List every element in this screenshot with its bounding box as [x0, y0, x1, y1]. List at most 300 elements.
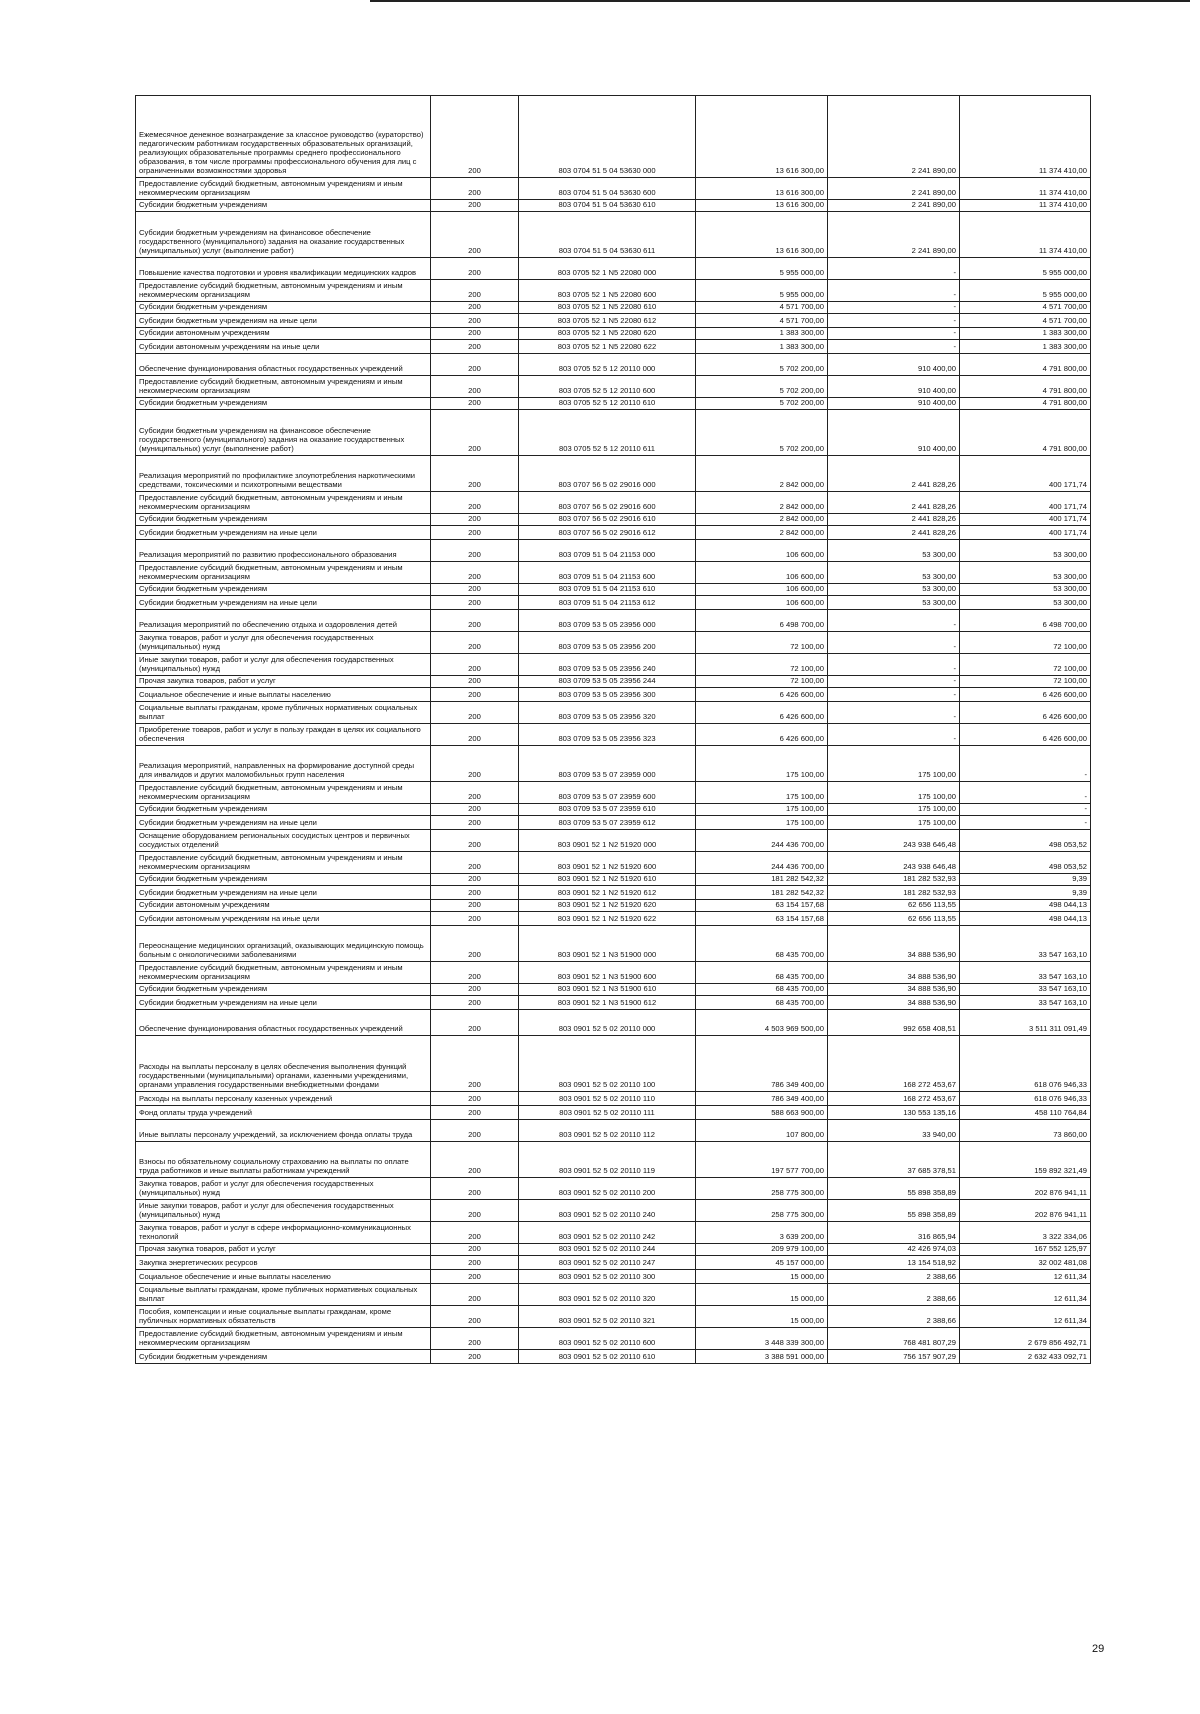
- row-unexecuted-amount: 3 511 311 091,49: [960, 1010, 1091, 1036]
- row-executed-amount: 910 400,00: [828, 398, 960, 410]
- row-admin-code: 200: [431, 804, 519, 816]
- row-approved-amount: 258 775 300,00: [696, 1200, 828, 1222]
- row-admin-code: 200: [431, 200, 519, 212]
- row-unexecuted-amount: 53 300,00: [960, 562, 1091, 584]
- row-admin-code: 200: [431, 1284, 519, 1306]
- row-budget-code: 803 0709 53 5 07 23959 000: [519, 746, 696, 782]
- row-unexecuted-amount: 498 044,13: [960, 900, 1091, 912]
- table-row: [136, 1010, 1091, 1036]
- row-name: Взносы по обязательному социальному страхованию на выплаты по оплате труда работников и иные выплаты работникам учреждений: [136, 1142, 431, 1178]
- table-row: [136, 1306, 1091, 1328]
- row-admin-code: 200: [431, 1328, 519, 1350]
- row-admin-code: 200: [431, 562, 519, 584]
- row-budget-code: 803 0709 53 5 05 23956 240: [519, 654, 696, 676]
- table-row: [136, 654, 1091, 676]
- table-row: [136, 702, 1091, 724]
- table-row: [136, 1036, 1091, 1092]
- row-unexecuted-amount: 458 110 764,84: [960, 1106, 1091, 1120]
- row-admin-code: 200: [431, 96, 519, 178]
- row-name: Субсидии бюджетным учреждениям на иные цели: [136, 816, 431, 830]
- row-budget-code: 803 0901 52 1 N2 51920 622: [519, 912, 696, 926]
- row-budget-code: 803 0707 56 5 02 29016 000: [519, 456, 696, 492]
- row-name: Иные закупки товаров, работ и услуг для обеспечения государственных (муниципальных) нужд: [136, 654, 431, 676]
- row-budget-code: 803 0709 53 5 05 23956 320: [519, 702, 696, 724]
- row-admin-code: 200: [431, 1178, 519, 1200]
- row-admin-code: 200: [431, 540, 519, 562]
- row-budget-code: 803 0707 56 5 02 29016 610: [519, 514, 696, 526]
- row-name: Предоставление субсидий бюджетным, автономным учреждениям и иным некоммерческим организациям: [136, 178, 431, 200]
- row-budget-code: 803 0709 53 5 05 23956 200: [519, 632, 696, 654]
- row-executed-amount: 756 157 907,29: [828, 1350, 960, 1364]
- row-name: Субсидии бюджетным учреждениям: [136, 874, 431, 886]
- row-unexecuted-amount: 33 547 163,10: [960, 996, 1091, 1010]
- row-name: Закупка товаров, работ и услуг для обеспечения государственных (муниципальных) нужд: [136, 1178, 431, 1200]
- row-admin-code: 200: [431, 456, 519, 492]
- row-unexecuted-amount: -: [960, 804, 1091, 816]
- row-executed-amount: 62 656 113,55: [828, 912, 960, 926]
- row-name: Социальные выплаты гражданам, кроме публичных нормативных социальных выплат: [136, 1284, 431, 1306]
- table-row: [136, 984, 1091, 996]
- row-name: Расходы на выплаты персоналу казенных учреждений: [136, 1092, 431, 1106]
- row-budget-code: 803 0709 51 5 04 21153 610: [519, 584, 696, 596]
- row-executed-amount: 2 441 828,26: [828, 526, 960, 540]
- row-unexecuted-amount: 400 171,74: [960, 492, 1091, 514]
- row-unexecuted-amount: 32 002 481,08: [960, 1256, 1091, 1270]
- row-unexecuted-amount: 202 876 941,11: [960, 1178, 1091, 1200]
- row-unexecuted-amount: 498 053,52: [960, 830, 1091, 852]
- row-approved-amount: 13 616 300,00: [696, 200, 828, 212]
- table-row: [136, 1178, 1091, 1200]
- table-row: [136, 200, 1091, 212]
- row-budget-code: 803 0901 52 5 02 20110 100: [519, 1036, 696, 1092]
- row-approved-amount: 1 383 300,00: [696, 328, 828, 340]
- row-approved-amount: 106 600,00: [696, 540, 828, 562]
- table-row: [136, 340, 1091, 354]
- row-unexecuted-amount: 618 076 946,33: [960, 1092, 1091, 1106]
- row-admin-code: 200: [431, 212, 519, 258]
- table-row: [136, 596, 1091, 610]
- row-unexecuted-amount: -: [960, 782, 1091, 804]
- page-number: 29: [1092, 1643, 1105, 1655]
- row-budget-code: 803 0901 52 5 02 20110 321: [519, 1306, 696, 1328]
- row-admin-code: 200: [431, 584, 519, 596]
- row-executed-amount: 34 888 536,90: [828, 962, 960, 984]
- row-name: Приобретение товаров, работ и услуг в пользу граждан в целях их социального обеспечения: [136, 724, 431, 746]
- row-admin-code: 200: [431, 514, 519, 526]
- row-admin-code: 200: [431, 526, 519, 540]
- row-approved-amount: 4 571 700,00: [696, 302, 828, 314]
- row-executed-amount: 55 898 358,89: [828, 1178, 960, 1200]
- row-unexecuted-amount: 5 955 000,00: [960, 258, 1091, 280]
- row-executed-amount: 175 100,00: [828, 782, 960, 804]
- table-row: [136, 398, 1091, 410]
- row-unexecuted-amount: 5 955 000,00: [960, 280, 1091, 302]
- row-executed-amount: 37 685 378,51: [828, 1142, 960, 1178]
- row-approved-amount: 2 842 000,00: [696, 456, 828, 492]
- table-row: [136, 584, 1091, 596]
- table-row: [136, 492, 1091, 514]
- row-name: Субсидии бюджетным учреждениям: [136, 398, 431, 410]
- row-admin-code: 200: [431, 926, 519, 962]
- row-budget-code: 803 0901 52 1 N2 51920 620: [519, 900, 696, 912]
- row-admin-code: 200: [431, 984, 519, 996]
- table-row: [136, 1284, 1091, 1306]
- row-name: Субсидии бюджетным учреждениям на иные цели: [136, 996, 431, 1010]
- row-budget-code: 803 0704 51 5 04 53630 610: [519, 200, 696, 212]
- row-admin-code: 200: [431, 328, 519, 340]
- row-executed-amount: 175 100,00: [828, 804, 960, 816]
- row-admin-code: 200: [431, 852, 519, 874]
- row-budget-code: 803 0901 52 5 02 20110 244: [519, 1244, 696, 1256]
- row-executed-amount: 168 272 453,67: [828, 1036, 960, 1092]
- table-row: [136, 816, 1091, 830]
- row-admin-code: 200: [431, 830, 519, 852]
- table-row: [136, 514, 1091, 526]
- row-approved-amount: 13 616 300,00: [696, 212, 828, 258]
- row-budget-code: 803 0705 52 1 N5 22080 610: [519, 302, 696, 314]
- row-budget-code: 803 0709 53 5 07 23959 612: [519, 816, 696, 830]
- row-approved-amount: 5 955 000,00: [696, 280, 828, 302]
- row-approved-amount: 175 100,00: [696, 816, 828, 830]
- table-row: [136, 724, 1091, 746]
- table-row: [136, 782, 1091, 804]
- row-unexecuted-amount: 11 374 410,00: [960, 200, 1091, 212]
- table-row: [136, 1092, 1091, 1106]
- row-approved-amount: 2 842 000,00: [696, 492, 828, 514]
- row-budget-code: 803 0901 52 5 02 20110 110: [519, 1092, 696, 1106]
- table-row: [136, 926, 1091, 962]
- row-executed-amount: 13 154 518,92: [828, 1256, 960, 1270]
- row-executed-amount: 2 441 828,26: [828, 456, 960, 492]
- row-admin-code: 200: [431, 376, 519, 398]
- row-approved-amount: 15 000,00: [696, 1284, 828, 1306]
- row-admin-code: 200: [431, 1222, 519, 1244]
- row-admin-code: 200: [431, 340, 519, 354]
- row-executed-amount: 2 388,66: [828, 1270, 960, 1284]
- row-admin-code: 200: [431, 874, 519, 886]
- row-name: Реализация мероприятий по обеспечению отдыха и оздоровления детей: [136, 610, 431, 632]
- row-budget-code: 803 0901 52 1 N3 51900 000: [519, 926, 696, 962]
- row-approved-amount: 6 426 600,00: [696, 702, 828, 724]
- row-unexecuted-amount: 6 498 700,00: [960, 610, 1091, 632]
- table-row: [136, 258, 1091, 280]
- row-executed-amount: 2 441 828,26: [828, 514, 960, 526]
- row-admin-code: 200: [431, 1010, 519, 1036]
- row-unexecuted-amount: 33 547 163,10: [960, 926, 1091, 962]
- row-approved-amount: 106 600,00: [696, 596, 828, 610]
- row-unexecuted-amount: 3 322 334,06: [960, 1222, 1091, 1244]
- row-executed-amount: 2 388,66: [828, 1306, 960, 1328]
- row-unexecuted-amount: 72 100,00: [960, 632, 1091, 654]
- row-budget-code: 803 0707 56 5 02 29016 600: [519, 492, 696, 514]
- table-row: [136, 314, 1091, 328]
- table-row: [136, 676, 1091, 688]
- row-approved-amount: 258 775 300,00: [696, 1178, 828, 1200]
- table-row: [136, 328, 1091, 340]
- row-name: Субсидии автономным учреждениям на иные цели: [136, 912, 431, 926]
- table-row: [136, 962, 1091, 984]
- row-name: Субсидии бюджетным учреждениям: [136, 302, 431, 314]
- row-unexecuted-amount: 400 171,74: [960, 526, 1091, 540]
- row-name: Субсидии автономным учреждениям: [136, 900, 431, 912]
- row-budget-code: 803 0901 52 1 N3 51900 600: [519, 962, 696, 984]
- row-admin-code: 200: [431, 1270, 519, 1284]
- row-admin-code: 200: [431, 702, 519, 724]
- row-unexecuted-amount: 11 374 410,00: [960, 96, 1091, 178]
- row-budget-code: 803 0705 52 1 N5 22080 600: [519, 280, 696, 302]
- row-approved-amount: 68 435 700,00: [696, 984, 828, 996]
- row-admin-code: 200: [431, 1120, 519, 1142]
- row-approved-amount: 68 435 700,00: [696, 962, 828, 984]
- row-unexecuted-amount: 53 300,00: [960, 596, 1091, 610]
- row-executed-amount: 243 938 646,48: [828, 830, 960, 852]
- row-budget-code: 803 0901 52 1 N3 51900 610: [519, 984, 696, 996]
- row-name: Иные закупки товаров, работ и услуг для обеспечения государственных (муниципальных) нужд: [136, 1200, 431, 1222]
- row-name: Субсидии бюджетным учреждениям: [136, 804, 431, 816]
- row-approved-amount: 5 702 200,00: [696, 376, 828, 398]
- row-approved-amount: 181 282 542,32: [696, 886, 828, 900]
- row-unexecuted-amount: 9,39: [960, 874, 1091, 886]
- table-row: [136, 540, 1091, 562]
- row-approved-amount: 63 154 157,68: [696, 900, 828, 912]
- row-unexecuted-amount: 6 426 600,00: [960, 724, 1091, 746]
- row-unexecuted-amount: 53 300,00: [960, 584, 1091, 596]
- row-unexecuted-amount: 618 076 946,33: [960, 1036, 1091, 1092]
- table-row: [136, 212, 1091, 258]
- row-executed-amount: 55 898 358,89: [828, 1200, 960, 1222]
- row-budget-code: 803 0901 52 5 02 20110 320: [519, 1284, 696, 1306]
- row-approved-amount: 72 100,00: [696, 676, 828, 688]
- row-budget-code: 803 0901 52 1 N2 51920 600: [519, 852, 696, 874]
- row-admin-code: 200: [431, 1092, 519, 1106]
- table-row: [136, 1244, 1091, 1256]
- row-budget-code: 803 0901 52 5 02 20110 247: [519, 1256, 696, 1270]
- row-approved-amount: 1 383 300,00: [696, 340, 828, 354]
- table-row: [136, 96, 1091, 178]
- table-row: [136, 1270, 1091, 1284]
- row-executed-amount: 2 241 890,00: [828, 96, 960, 178]
- row-approved-amount: 175 100,00: [696, 746, 828, 782]
- row-executed-amount: -: [828, 654, 960, 676]
- row-budget-code: 803 0901 52 5 02 20110 242: [519, 1222, 696, 1244]
- row-approved-amount: 15 000,00: [696, 1270, 828, 1284]
- row-approved-amount: 6 498 700,00: [696, 610, 828, 632]
- row-approved-amount: 3 639 200,00: [696, 1222, 828, 1244]
- budget-execution-table: [135, 95, 1091, 1364]
- table-row: [136, 900, 1091, 912]
- row-budget-code: 803 0901 52 5 02 20110 600: [519, 1328, 696, 1350]
- row-name: Субсидии автономным учреждениям на иные цели: [136, 340, 431, 354]
- row-admin-code: 200: [431, 688, 519, 702]
- row-unexecuted-amount: 498 044,13: [960, 912, 1091, 926]
- row-budget-code: 803 0901 52 5 02 20110 610: [519, 1350, 696, 1364]
- row-name: Субсидии бюджетным учреждениям на финансовое обеспечение государственного (муниципального) задания на оказание государственных (муниципальных) услуг (выполнение работ): [136, 410, 431, 456]
- row-executed-amount: 910 400,00: [828, 376, 960, 398]
- row-approved-amount: 786 349 400,00: [696, 1092, 828, 1106]
- row-name: Пособия, компенсации и иные социальные выплаты гражданам, кроме публичных нормативных обязательств: [136, 1306, 431, 1328]
- row-unexecuted-amount: 53 300,00: [960, 540, 1091, 562]
- row-admin-code: 200: [431, 886, 519, 900]
- row-budget-code: 803 0705 52 1 N5 22080 000: [519, 258, 696, 280]
- row-name: Субсидии бюджетным учреждениям на иные цели: [136, 596, 431, 610]
- row-budget-code: 803 0901 52 5 02 20110 112: [519, 1120, 696, 1142]
- row-unexecuted-amount: 73 860,00: [960, 1120, 1091, 1142]
- row-budget-code: 803 0901 52 5 02 20110 111: [519, 1106, 696, 1120]
- row-executed-amount: -: [828, 280, 960, 302]
- row-unexecuted-amount: 11 374 410,00: [960, 178, 1091, 200]
- row-approved-amount: 5 702 200,00: [696, 410, 828, 456]
- row-executed-amount: 53 300,00: [828, 584, 960, 596]
- row-approved-amount: 3 388 591 000,00: [696, 1350, 828, 1364]
- row-approved-amount: 197 577 700,00: [696, 1142, 828, 1178]
- row-admin-code: 200: [431, 782, 519, 804]
- row-approved-amount: 2 842 000,00: [696, 514, 828, 526]
- row-approved-amount: 72 100,00: [696, 632, 828, 654]
- row-unexecuted-amount: 4 571 700,00: [960, 302, 1091, 314]
- row-approved-amount: 2 842 000,00: [696, 526, 828, 540]
- row-approved-amount: 15 000,00: [696, 1306, 828, 1328]
- row-admin-code: 200: [431, 280, 519, 302]
- row-budget-code: 803 0901 52 5 02 20110 240: [519, 1200, 696, 1222]
- row-name: Предоставление субсидий бюджетным, автономным учреждениям и иным некоммерческим организациям: [136, 376, 431, 398]
- row-admin-code: 200: [431, 314, 519, 328]
- row-unexecuted-amount: 4 791 800,00: [960, 354, 1091, 376]
- row-unexecuted-amount: 400 171,74: [960, 456, 1091, 492]
- row-approved-amount: 209 979 100,00: [696, 1244, 828, 1256]
- table-row: [136, 804, 1091, 816]
- row-executed-amount: 175 100,00: [828, 746, 960, 782]
- row-name: Субсидии бюджетным учреждениям на финансовое обеспечение государственного (муниципального) задания на оказание государственных (муниципальных) услуг (выполнение работ): [136, 212, 431, 258]
- row-executed-amount: -: [828, 724, 960, 746]
- row-admin-code: 200: [431, 816, 519, 830]
- row-budget-code: 803 0705 52 1 N5 22080 620: [519, 328, 696, 340]
- row-budget-code: 803 0901 52 1 N2 51920 610: [519, 874, 696, 886]
- row-admin-code: 200: [431, 900, 519, 912]
- row-budget-code: 803 0705 52 1 N5 22080 612: [519, 314, 696, 328]
- row-executed-amount: -: [828, 702, 960, 724]
- row-unexecuted-amount: 33 547 163,10: [960, 962, 1091, 984]
- row-approved-amount: 106 600,00: [696, 562, 828, 584]
- row-approved-amount: 6 426 600,00: [696, 688, 828, 702]
- table-body: [136, 96, 1091, 1364]
- table-row: [136, 1200, 1091, 1222]
- row-unexecuted-amount: 12 611,34: [960, 1270, 1091, 1284]
- table-row: [136, 912, 1091, 926]
- table-row: [136, 1120, 1091, 1142]
- row-unexecuted-amount: 400 171,74: [960, 514, 1091, 526]
- top-border-line: [370, 0, 1190, 2]
- row-admin-code: 200: [431, 1036, 519, 1092]
- row-unexecuted-amount: 11 374 410,00: [960, 212, 1091, 258]
- row-admin-code: 200: [431, 676, 519, 688]
- row-budget-code: 803 0709 51 5 04 21153 600: [519, 562, 696, 584]
- row-budget-code: 803 0709 53 5 05 23956 300: [519, 688, 696, 702]
- row-unexecuted-amount: 498 053,52: [960, 852, 1091, 874]
- row-budget-code: 803 0705 52 5 12 20110 610: [519, 398, 696, 410]
- row-admin-code: 200: [431, 596, 519, 610]
- row-unexecuted-amount: -: [960, 816, 1091, 830]
- row-unexecuted-amount: 1 383 300,00: [960, 340, 1091, 354]
- row-approved-amount: 4 503 969 500,00: [696, 1010, 828, 1036]
- row-unexecuted-amount: 6 426 600,00: [960, 702, 1091, 724]
- row-unexecuted-amount: 2 679 856 492,71: [960, 1328, 1091, 1350]
- row-unexecuted-amount: 1 383 300,00: [960, 328, 1091, 340]
- table-row: [136, 376, 1091, 398]
- row-budget-code: 803 0704 51 5 04 53630 000: [519, 96, 696, 178]
- row-budget-code: 803 0705 52 5 12 20110 600: [519, 376, 696, 398]
- table-row: [136, 526, 1091, 540]
- table-row: [136, 746, 1091, 782]
- row-executed-amount: 62 656 113,55: [828, 900, 960, 912]
- row-admin-code: 200: [431, 1244, 519, 1256]
- row-name: Субсидии бюджетным учреждениям: [136, 1350, 431, 1364]
- row-unexecuted-amount: 33 547 163,10: [960, 984, 1091, 996]
- row-name: Реализация мероприятий по развитию профессионального образования: [136, 540, 431, 562]
- table-row: [136, 874, 1091, 886]
- table-row: [136, 178, 1091, 200]
- row-unexecuted-amount: 12 611,34: [960, 1284, 1091, 1306]
- row-name: Реализация мероприятий, направленных на формирование доступной среды для инвалидов и других маломобильных групп населения: [136, 746, 431, 782]
- row-admin-code: 200: [431, 1306, 519, 1328]
- row-budget-code: 803 0705 52 5 12 20110 611: [519, 410, 696, 456]
- row-budget-code: 803 0901 52 5 02 20110 119: [519, 1142, 696, 1178]
- row-name: Предоставление субсидий бюджетным, автономным учреждениям и иным некоммерческим организациям: [136, 280, 431, 302]
- row-executed-amount: 33 940,00: [828, 1120, 960, 1142]
- row-approved-amount: 63 154 157,68: [696, 912, 828, 926]
- row-name: Иные выплаты персоналу учреждений, за исключением фонда оплаты труда: [136, 1120, 431, 1142]
- row-unexecuted-amount: 4 791 800,00: [960, 410, 1091, 456]
- row-executed-amount: -: [828, 328, 960, 340]
- row-name: Социальное обеспечение и иные выплаты населению: [136, 688, 431, 702]
- table-row: [136, 1142, 1091, 1178]
- row-executed-amount: -: [828, 676, 960, 688]
- row-unexecuted-amount: 4 791 800,00: [960, 376, 1091, 398]
- row-approved-amount: 175 100,00: [696, 804, 828, 816]
- row-approved-amount: 72 100,00: [696, 654, 828, 676]
- row-name: Субсидии автономным учреждениям: [136, 328, 431, 340]
- row-name: Предоставление субсидий бюджетным, автономным учреждениям и иным некоммерческим организациям: [136, 562, 431, 584]
- row-unexecuted-amount: 2 632 433 092,71: [960, 1350, 1091, 1364]
- row-name: Социальное обеспечение и иные выплаты населению: [136, 1270, 431, 1284]
- row-approved-amount: 5 702 200,00: [696, 354, 828, 376]
- table-row: [136, 610, 1091, 632]
- row-name: Расходы на выплаты персоналу в целях обеспечения выполнения функций государственными (муниципальными) органами, казенными учреждениями, органами управления государственными внебюджетными фондами: [136, 1036, 431, 1092]
- row-budget-code: 803 0901 52 1 N3 51900 612: [519, 996, 696, 1010]
- row-name: Закупка энергетических ресурсов: [136, 1256, 431, 1270]
- row-admin-code: 200: [431, 410, 519, 456]
- row-unexecuted-amount: 6 426 600,00: [960, 688, 1091, 702]
- row-approved-amount: 5 955 000,00: [696, 258, 828, 280]
- row-name: Предоставление субсидий бюджетным, автономным учреждениям и иным некоммерческим организациям: [136, 1328, 431, 1350]
- row-budget-code: 803 0901 52 5 02 20110 200: [519, 1178, 696, 1200]
- row-admin-code: 200: [431, 912, 519, 926]
- row-executed-amount: 53 300,00: [828, 596, 960, 610]
- row-executed-amount: 53 300,00: [828, 562, 960, 584]
- table-row: [136, 886, 1091, 900]
- row-admin-code: 200: [431, 354, 519, 376]
- row-budget-code: 803 0709 53 5 05 23956 244: [519, 676, 696, 688]
- row-admin-code: 200: [431, 962, 519, 984]
- row-executed-amount: 34 888 536,90: [828, 996, 960, 1010]
- row-executed-amount: 42 426 974,03: [828, 1244, 960, 1256]
- table-row: [136, 632, 1091, 654]
- table-row: [136, 562, 1091, 584]
- row-executed-amount: -: [828, 688, 960, 702]
- row-name: Субсидии бюджетным учреждениям: [136, 584, 431, 596]
- row-budget-code: 803 0709 53 5 07 23959 610: [519, 804, 696, 816]
- table-row: [136, 1350, 1091, 1364]
- row-approved-amount: 68 435 700,00: [696, 996, 828, 1010]
